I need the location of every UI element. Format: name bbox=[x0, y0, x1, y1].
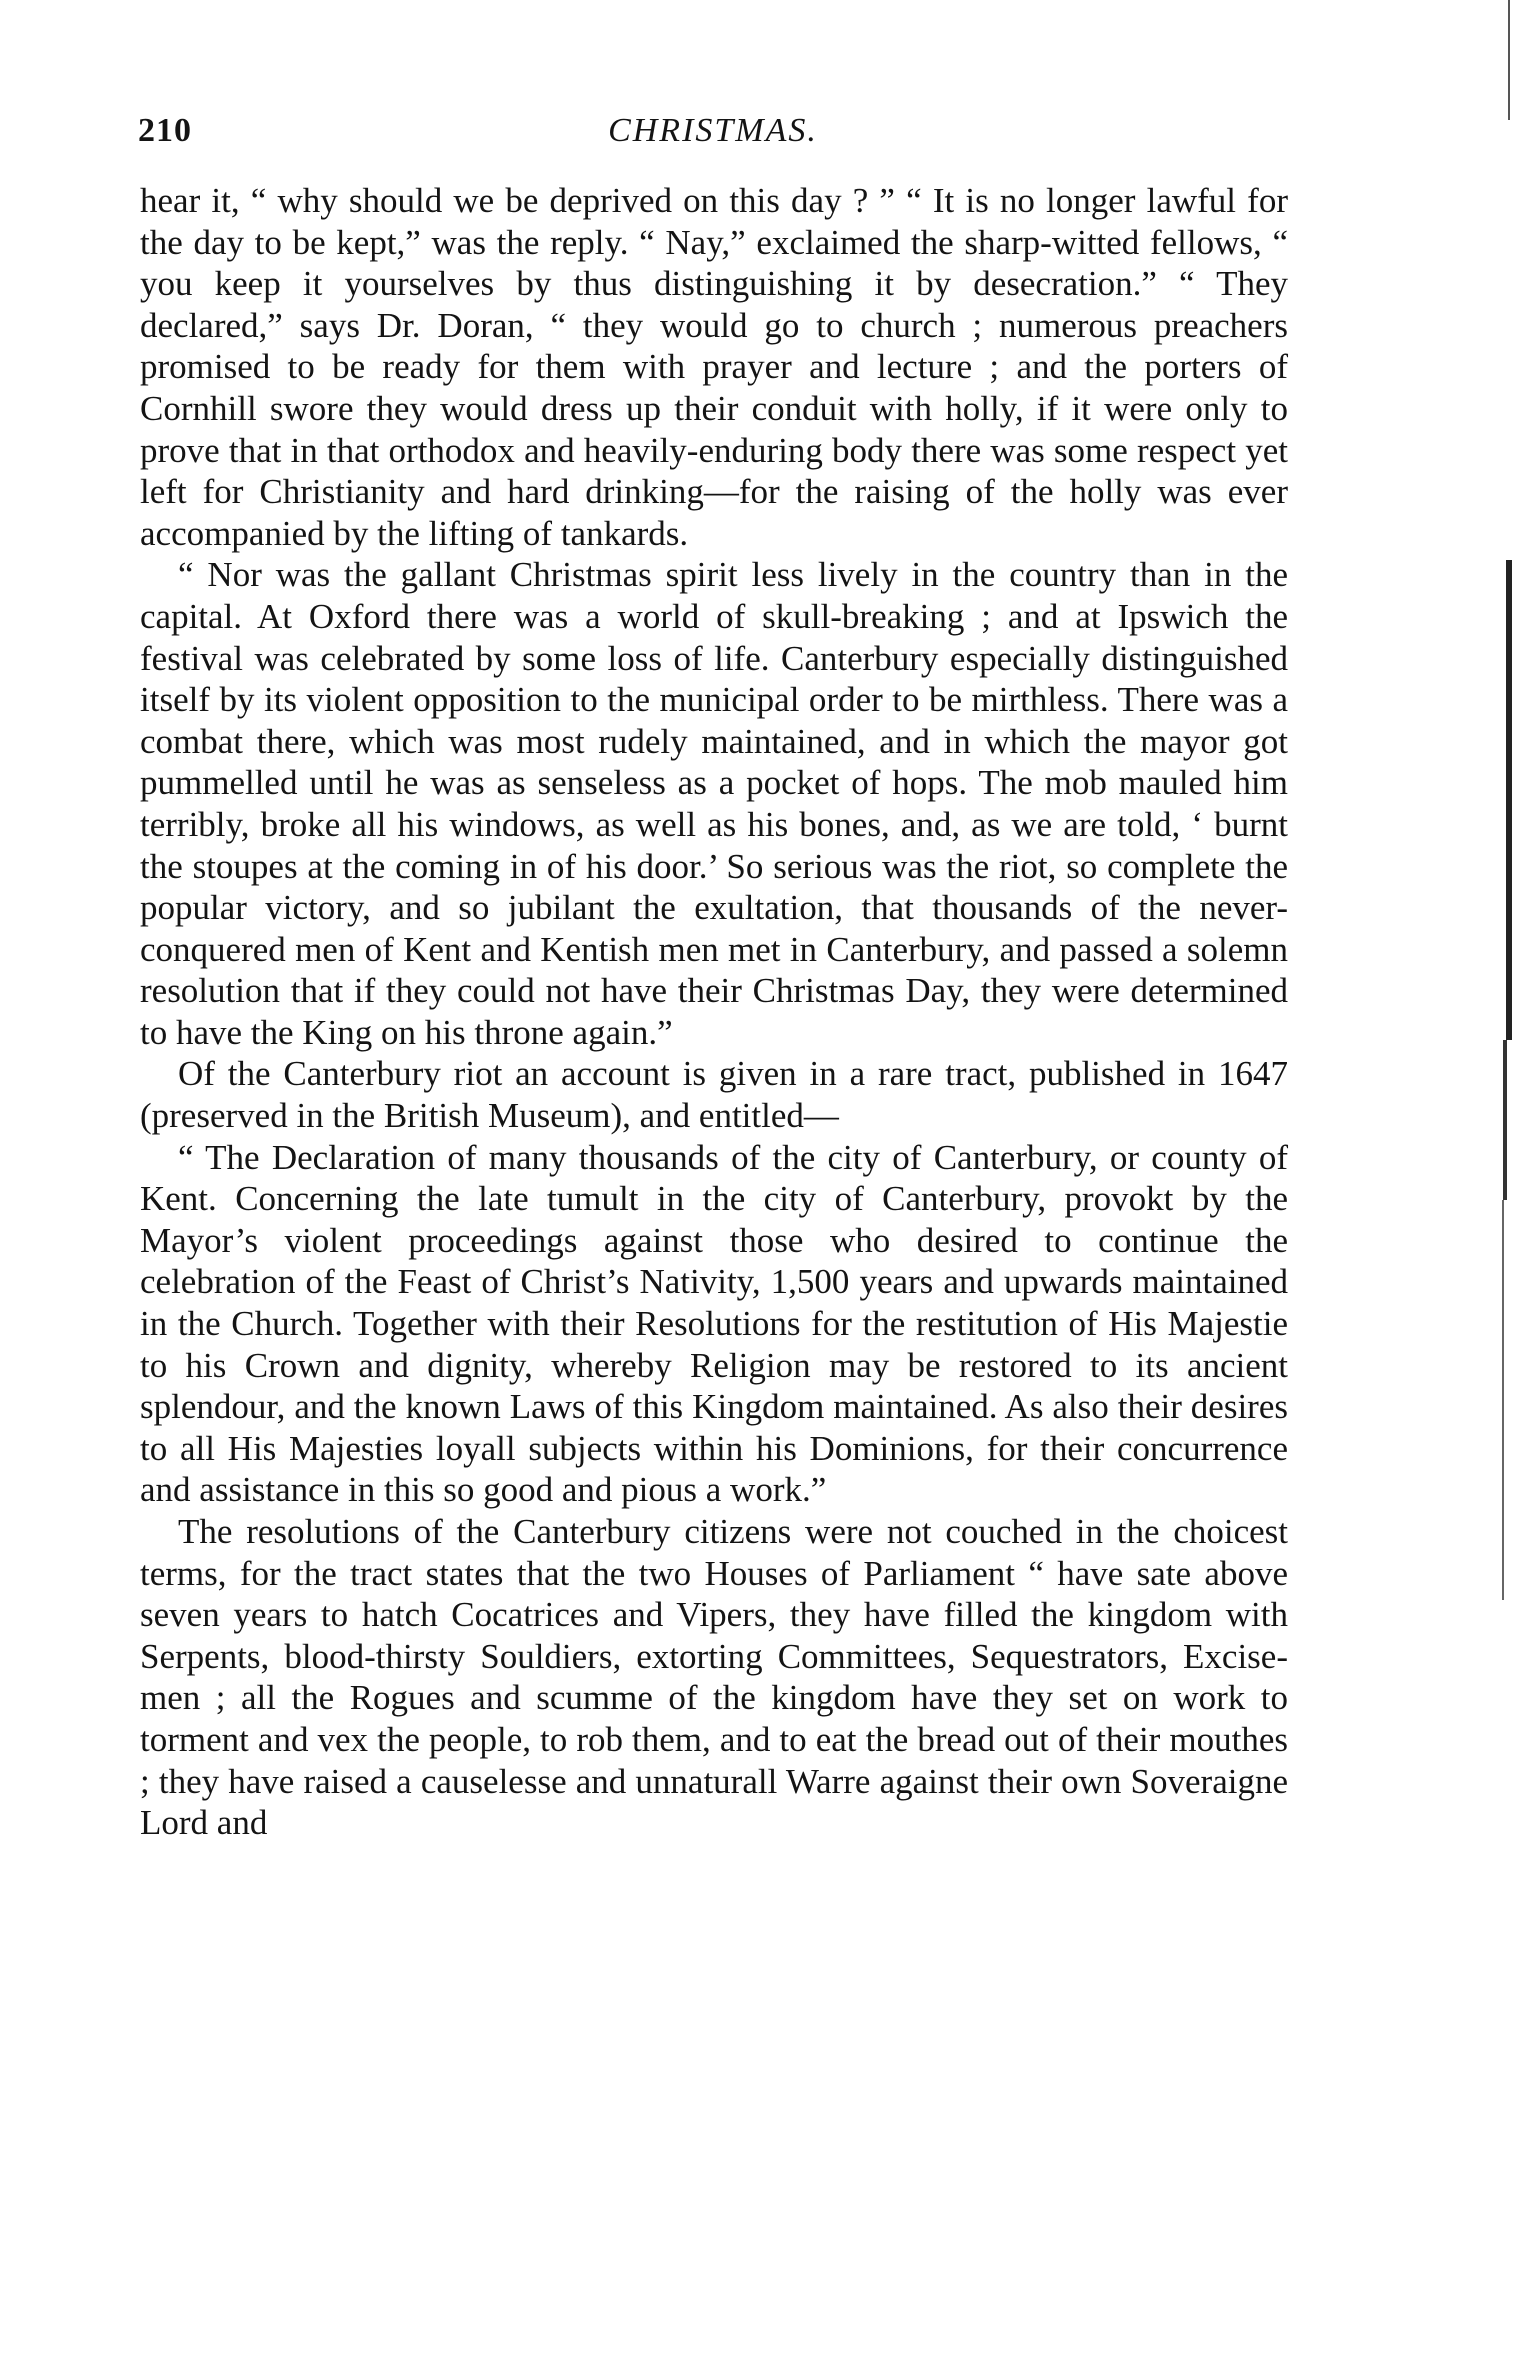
scan-edge-artifact bbox=[1494, 0, 1516, 2371]
paragraph-doran-quote: “ Nor was the gallant Christmas spirit less lively in the country than in the capital. At Oxford there was a world of skull-breaking ; and at Ipswich the festival was celebrated by some loss of life. Canterbury especially distinguished itself by its violent opposition to the municipal order to be mirthless. There was a combat there, which was most rudely maintained, and in which the mayor got pummelled until he was as senseless as a pocket of hops. The mob mauled him terribly, broke all his windows, as well as his bones, and, as we are told, ‘ burnt the stoupes at the coming in of his door.’ So serious was the riot, so complete the popular victory, and so jubilant the exultation, that thousands of the never-conquered men of Kent and Kentish men met in Canterbury, and passed a solemn resolution that if they could not have their Christmas Day, they were determined to have the King on his throne again.” bbox=[140, 555, 1288, 1052]
page-number: 210 bbox=[138, 112, 192, 149]
paragraph-tract-intro: Of the Canterbury riot an account is given in a rare tract, published in 1647 (preserved in the British Museum), and entitled— bbox=[140, 1054, 1288, 1136]
paragraph-declaration-title: “ The Declaration of many thousands of the city of Canterbury, or county of Kent. Concerning the late tumult in the city of Canterbury, provokt by the Mayor’s violent proceedings against those who desired to continue the celebration of the Feast of Christ’s Nativity, 1,500 years and upwards maintained in the Church. Together with their Resolutions for the restitution of His Majestie to his Crown and dignity, whereby Religion may be restored to its ancient splendour, and the known Laws of this Kingdom maintained. As also their desires to all His Majesties loyall subjects within his Dominions, for their concurrence and assistance in this so good and pious a work.” bbox=[140, 1137, 1288, 1510]
paragraph-continuation: hear it, “ why should we be deprived on this day ? ” “ It is no longer lawful for the day to be kept,” was the reply. “ Nay,” exclaimed the sharp-witted fellows, “ you keep it yourselves by thus distinguishing it by desecration.” “ They declared,” says Dr. Doran, “ they would go to church ; numerous preachers promised to be ready for them with prayer and lecture ; and the porters of Cornhill swore they would dress up their conduit with holly, if it were only to prove that in that orthodox and heavily-enduring body there was some respect yet left for Christianity and hard drinking—for the raising of the holly was ever accompanied by the lifting of tankards. bbox=[140, 181, 1288, 553]
paragraph-resolutions: The resolutions of the Canterbury citizens were not couched in the choicest terms, for the tract states that the two Houses of Parliament “ have sate above seven years to hatch Cocatrices and Vipers, they have filled the kingdom with Serpents, blood-thirsty Souldiers, extorting Committees, Sequestrators, Excise-men ; all the Rogues and scumme of the kingdom have they set on work to torment and vex the people, to rob them, and to eat the bread out of their mouthes ; they have raised a causelesse and unnaturall Warre against their own Soveraigne Lord and bbox=[140, 1512, 1288, 1843]
body-text bbox=[140, 180, 1288, 1844]
running-title: CHRISTMAS. bbox=[608, 112, 818, 149]
running-head bbox=[138, 112, 1288, 162]
